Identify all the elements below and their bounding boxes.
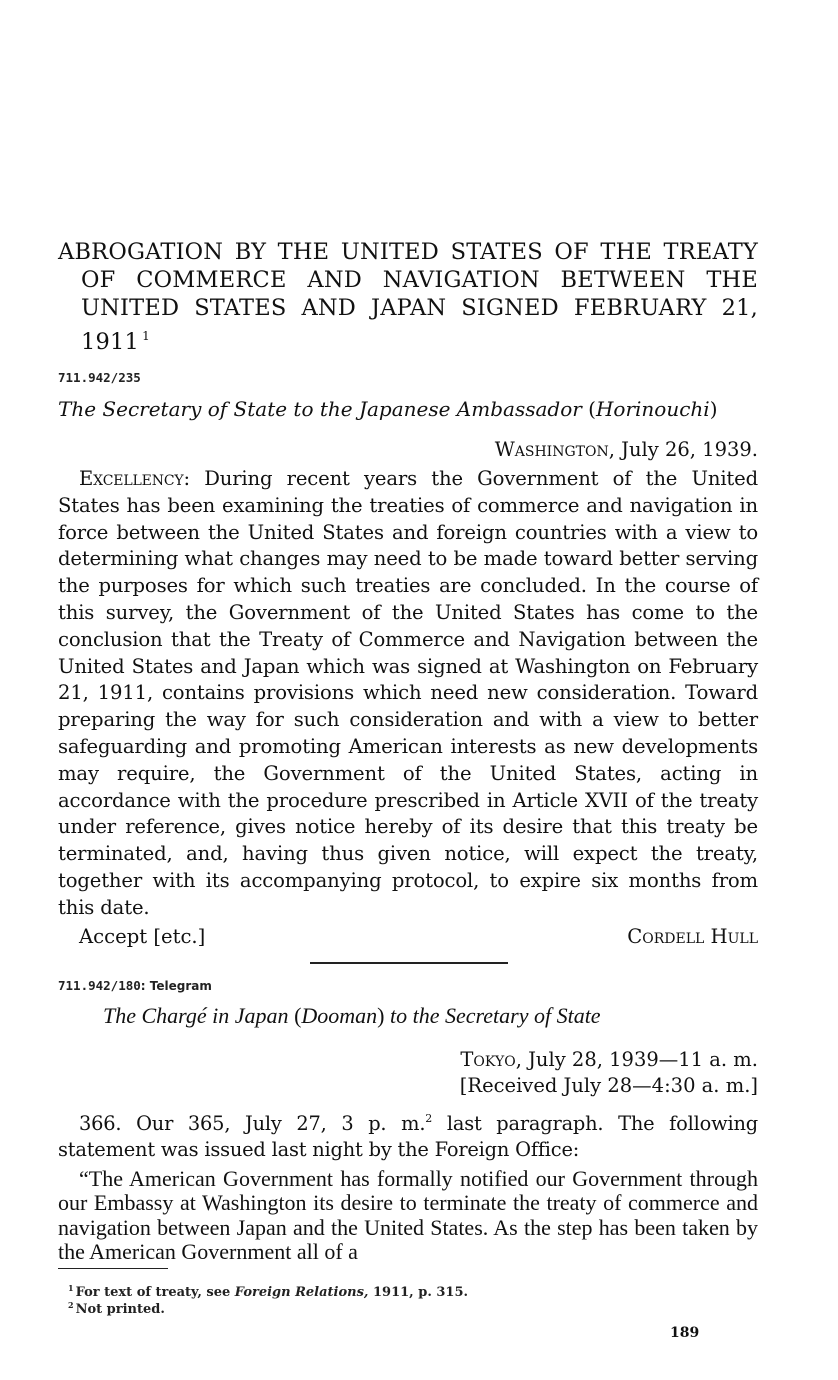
footnote-2-text: Not printed. bbox=[75, 1302, 165, 1317]
doc2-file-type: : Telegram bbox=[140, 979, 212, 993]
footnote-1-text-italic: Foreign Relations, bbox=[234, 1285, 369, 1300]
section-divider bbox=[310, 962, 508, 964]
doc2-date: July 28, 1939—11 a. m. bbox=[528, 1048, 758, 1071]
title-year: 1911 bbox=[81, 329, 140, 355]
footnote-2 bbox=[68, 1297, 165, 1318]
title-line-1: ABROGATION BY THE UNITED STATES OF THE TREATY bbox=[58, 239, 758, 265]
doc2-footnote-ref: 2 bbox=[425, 1112, 433, 1125]
title-line-4 bbox=[58, 322, 758, 356]
footnote-1-number: 1 bbox=[68, 1283, 74, 1293]
doc1-body bbox=[58, 466, 758, 922]
doc1-signature: Cordell Hull bbox=[627, 925, 758, 948]
doc2-dateline-sent: Tokyo, July 28, 1939—11 a. m. bbox=[460, 1048, 758, 1071]
doc2-paragraph-end: last paragraph. The following statement was issued last night by the Foreign Office: bbox=[58, 1112, 759, 1161]
title-line-2: OF COMMERCE AND NAVIGATION BETWEEN THE bbox=[81, 267, 758, 293]
doc1-heading: The Secretary of State to the Japanese Ambassador (Horinouchi) bbox=[58, 397, 718, 421]
doc2-file-number-text: 711.942/180 bbox=[58, 978, 141, 993]
doc1-date: July 26, 1939. bbox=[621, 438, 758, 461]
doc1-place: Washington bbox=[494, 438, 609, 461]
footnote-2-number: 2 bbox=[68, 1300, 74, 1310]
footnote-1-text-pre: For text of treaty, see bbox=[75, 1285, 235, 1300]
doc1-heading-text: The Secretary of State to the Japanese Ambassador bbox=[58, 397, 582, 421]
doc1-body-text: During recent years the Government of the United States has been examining the treaties of commerce and navigation in force between the United States and foreign countries with a view to determining what changes may need to be made toward better serving the purposes for which such treaties are concluded. In the course of this survey, the Government of the United States has come to the conclusion that the Treaty of Commerce and Navigation between the United States and Japan which was signed at Washington on February 21, 1911, contains provisions which need new consideration. Toward preparing the way for such consideration and with a view to better safeguarding and promoting American interests as new developments may require, the Government of the United States, acting in accordance with the procedure prescribed in Article XVII of the treaty under reference, gives notice hereby of its desire that this treaty be terminated, and, having thus given notice, will expect the treaty, together with its accompanying protocol, to expire six months from this date. bbox=[58, 467, 758, 919]
doc2-paragraph-start: 366. Our 365, July 27, 3 p. m. bbox=[79, 1112, 426, 1135]
doc2-heading-post: to the Secretary of State bbox=[390, 1003, 601, 1028]
doc1-dateline: Washington, July 26, 1939. bbox=[494, 438, 758, 461]
doc2-heading: The Chargé in Japan (Dooman) to the Secretary of State bbox=[103, 1003, 601, 1028]
doc1-file-number: 711.942/235 bbox=[58, 370, 141, 385]
footnote-1-text-post: 1911, p. 315. bbox=[368, 1285, 469, 1300]
page-title bbox=[58, 238, 758, 356]
doc2-received: [Received July 28—4:30 a. m.] bbox=[459, 1074, 758, 1097]
doc2-dateline bbox=[460, 1047, 758, 1099]
doc2-quote: “The American Government has formally notified our Government through our Embassy at Washington its desire to terminate the treaty of commerce and navigation between Japan and the United States. As the step has been taken by the American Government all of a bbox=[58, 1166, 758, 1264]
title-line-3: UNITED STATES AND JAPAN SIGNED FEBRUARY 21, bbox=[81, 295, 758, 321]
doc2-heading-name: Dooman bbox=[301, 1003, 378, 1028]
doc2-file-number bbox=[58, 978, 212, 993]
page-number: 189 bbox=[670, 1325, 700, 1341]
doc2-heading-text: The Chargé in Japan bbox=[103, 1003, 289, 1028]
doc1-salutation: Excellency: bbox=[79, 467, 190, 490]
doc2-paragraph bbox=[58, 1106, 758, 1163]
doc1-heading-name: Horinouchi bbox=[595, 397, 710, 421]
footnote-divider bbox=[58, 1268, 168, 1269]
title-footnote-ref: 1 bbox=[142, 329, 150, 343]
doc2-place: Tokyo bbox=[460, 1048, 516, 1071]
doc1-closing: Accept [etc.] bbox=[79, 925, 206, 948]
